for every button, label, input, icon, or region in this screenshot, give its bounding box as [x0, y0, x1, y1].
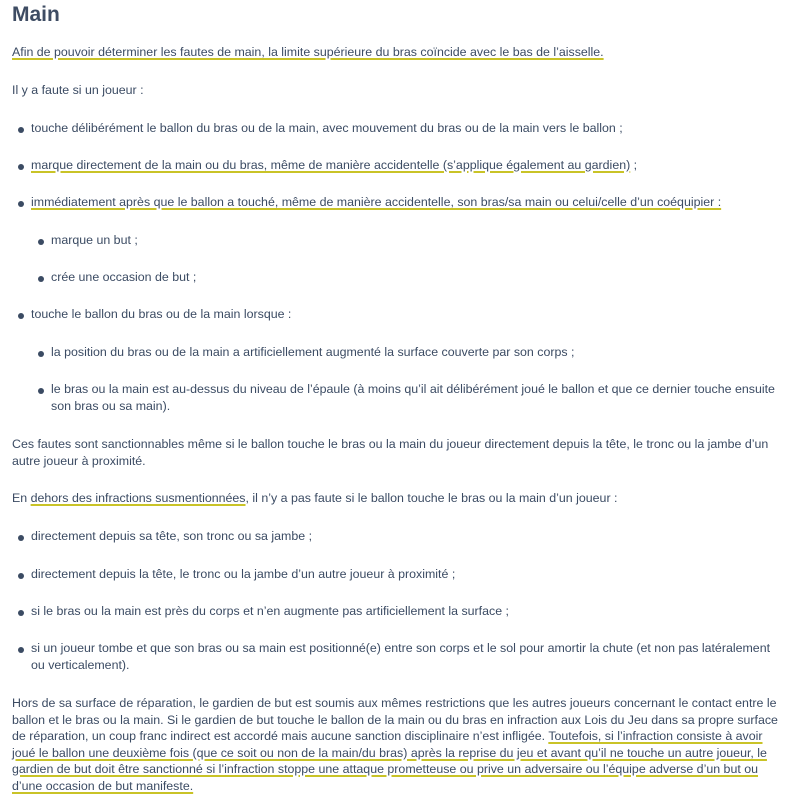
bullet-dot [38, 276, 44, 282]
list-item [31, 157, 791, 174]
exception-lead-paragraph [12, 490, 791, 507]
underlined-text: d’une occasion de but manifeste. [12, 778, 194, 793]
bullet-dot [18, 610, 24, 616]
text-line [12, 745, 791, 762]
bullet-dot [18, 573, 24, 579]
bullet-dot [18, 127, 24, 133]
text-run: En [12, 491, 31, 505]
list-item: touche délibérément le ballon du bras ou de la main, avec mouvement du bras ou de la main vers le ballon ; [31, 121, 623, 135]
underlined-text: gardien de but doit être sanctionné si l’infraction stoppe une attaque prometteuse ou prive un adversaire ou l’équipe adverse d’un but ou [12, 762, 758, 776]
bullet-dot [38, 388, 44, 394]
sub-list-item: marque un but ; [51, 233, 138, 247]
text-line: son bras ou sa main). [51, 398, 171, 413]
text-line: si un joueur tombe et que son bras ou sa main est positionné(e) entre son corps et le sol pour amortir la chute (et non pas latéralement [31, 641, 771, 655]
bullet-dot [18, 647, 24, 653]
bullet-dot [18, 313, 24, 319]
goalkeeper-paragraph [12, 695, 791, 794]
fault-lead-paragraph: Il y a faute si un joueur : [12, 83, 144, 97]
bullet-dot [38, 239, 44, 245]
text-line: Hors de sa surface de réparation, le gardien de but est soumis aux mêmes restrictions que les autres joueurs concernant le contact entre le [12, 696, 777, 710]
text-line [12, 778, 791, 795]
sub-list-item [51, 381, 791, 414]
text-line: ballon et le bras ou la main. Si le gardien de but touche le ballon de la main ou du bras en infraction aux Lois du Jeu dans sa propre surface [12, 712, 778, 727]
bullet-dot [38, 351, 44, 357]
bullet-dot [18, 535, 24, 541]
text-line: Ces fautes sont sanctionnables même si le ballon touche le bras ou la main du joueur directement depuis la tête, le tronc ou la jambe d’un [12, 437, 769, 451]
text-line: ou verticalement). [31, 657, 130, 672]
list-item: directement depuis sa tête, son tronc ou sa jambe ; [31, 529, 313, 543]
text-line [12, 728, 791, 745]
list-item [31, 194, 791, 211]
list-item: si le bras ou la main est près du corps et n’en augmente pas artificiellement la surface ; [31, 604, 509, 618]
intro-text: Afin de pouvoir déterminer les fautes de main, la limite supérieure du bras coïncide avec le bas de l’aisselle. [12, 45, 604, 59]
text-line: le bras ou la main est au-dessus du niveau de l’épaule (à moins qu’il ait délibérément joué le ballon et que ce dernier touche ensuite [51, 382, 775, 396]
text-line [12, 761, 791, 778]
underlined-text: immédiatement après que le ballon a touché, même de manière accidentelle, son bras/sa main ou celui/celle d’un coéquipier : [31, 195, 722, 209]
text-line: autre joueur à proximité. [12, 453, 146, 468]
list-item-tail: ; [630, 158, 638, 172]
underlined-text: joué le ballon une deuxième fois (que ce soit ou non de la main/du bras) après la reprise du jeu et avant qu’il ne touche un autre joueur, le [12, 745, 767, 760]
page-title: Main [12, 3, 60, 26]
bullet-dot [18, 164, 24, 170]
underlined-text: Toutefois, si l’infraction consiste à avoir [548, 729, 763, 743]
list-item [31, 640, 791, 673]
text-run: de réparation, un coup franc indirect est accordé mais aucune sanction disciplinaire n’est infligée. [12, 729, 549, 743]
underlined-text: marque directement de la main ou du bras, même de manière accidentelle (s’applique également au gardien) [31, 158, 631, 172]
bullet-dot [18, 201, 24, 207]
text-run: , il n’y a pas faute si le ballon touche le bras ou la main d’un joueur : [245, 491, 618, 505]
sanction-paragraph [12, 436, 791, 469]
sub-list-item: crée une occasion de but ; [51, 270, 197, 284]
sub-list-item: la position du bras ou de la main a artificiellement augmenté la surface couverte par son corps ; [51, 345, 575, 359]
underlined-text: dehors des infractions susmentionnées [30, 491, 246, 505]
intro-paragraph [12, 44, 791, 61]
list-item: touche le ballon du bras ou de la main lorsque : [31, 307, 292, 321]
list-item: directement depuis la tête, le tronc ou la jambe d’un autre joueur à proximité ; [31, 567, 456, 581]
